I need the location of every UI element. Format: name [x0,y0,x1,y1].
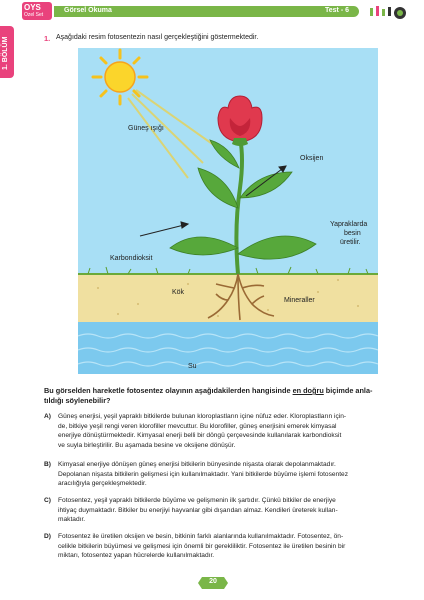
option-body: Kimyasal enerjiye dönüşen güneş enerjisi bitkilerin bünyesinde nişasta olarak depolanmaktadır. Depolanan nişasta bitkilerin gelişmesi için kullanılmaktadır. Yani bitkilerde büyüme işlemi fotosentez aracılığıyla gerçekleşmektedir. [58,461,349,488]
label-root: Kök [172,289,185,296]
label-leaves-2: besin [344,230,361,237]
option-body: Fotosentez, yeşil yapraklı bitkilerde büyüme ve gelişmenin ilk şartıdır. Çünkü bitkiler de enerjiye ihtiyaç duymaktadır. Bitkiler bu enerjiyi hayvanlar gibi dışarıdan almaz. Kendileri üreterek kullan- maktadır. [58,497,338,524]
logo-subtext: Ozel Set [24,12,44,18]
page-number-badge [198,576,228,588]
page-header [0,0,424,22]
section-title: Görsel Okuma [64,7,112,14]
stem-line-1: Bu görselden hareketle fotosentez olayının aşağıdakilerden hangisinde en doğru biçimde anla- [44,386,373,395]
header-bar [54,6,359,17]
section-side-tab [0,26,14,78]
sun-icon [93,50,147,104]
photosynthesis-figure [78,48,378,374]
stem-line-2: tıldığı söylenebilir? [44,396,111,405]
option-letter: C) [44,497,51,504]
option-body: Güneş enerjisi, yeşil yapraklı bitkilerde bulunan kloroplastların içine nüfuz eder. Kloroplastların için- de, bitkiye yeşil rengi veren klorofiller mevcuttur. Bu klorofiller, güneş enerjisini emerek kimyasal enerjiye dönüştürmektedir. Kimyasal enerji belli bir döngü çerçevesinde kullanılarak karbondioksit ve suyla birleştirilir. Bu aşamada besine ve oksijene dönüşür. [58,413,347,449]
label-co2: Karbondioksit [110,255,153,262]
header-decoration-icon [366,4,410,20]
label-leaves-1: Yapraklarda [330,221,368,228]
question-prompt: Aşağıdaki resim fotosentezin nasıl gerçekleştiğini göstermektedir. [56,34,259,41]
option-letter: B) [44,461,51,468]
label-minerals: Mineraller [284,297,315,304]
page-number: 20 [209,578,217,585]
option-body: Fotosentez ile üretilen oksijen ve besin, bitkinin farklı alanlarında kullanılmaktadır. Fotosentez, ön- celikle bitkilerin büyümesi ve gelişmesi için önemli bir gerekliliktir. Fotosentez ile üretilen besinin bir miktarı, fotosentez yapan hücrelerde kullanılmaktadır. [58,533,346,560]
stem-emphasis: en doğru [292,386,324,395]
logo-text: OYS [24,3,41,12]
label-sunlight: Güneş ışığı [128,125,164,132]
section-side-label: 1. BÖLÜM [2,36,9,70]
question-number: 1. [44,34,51,43]
label-oxygen: Oksijen [300,155,324,162]
option-letter: A) [44,413,51,420]
label-leaves-3: üretilir. [340,239,361,246]
label-water: Su [188,363,197,370]
publisher-logo [22,2,52,20]
question-stem [44,386,390,406]
soil-layer [78,274,378,322]
test-label: Test - 6 [325,7,349,14]
option-letter: D) [44,533,51,540]
